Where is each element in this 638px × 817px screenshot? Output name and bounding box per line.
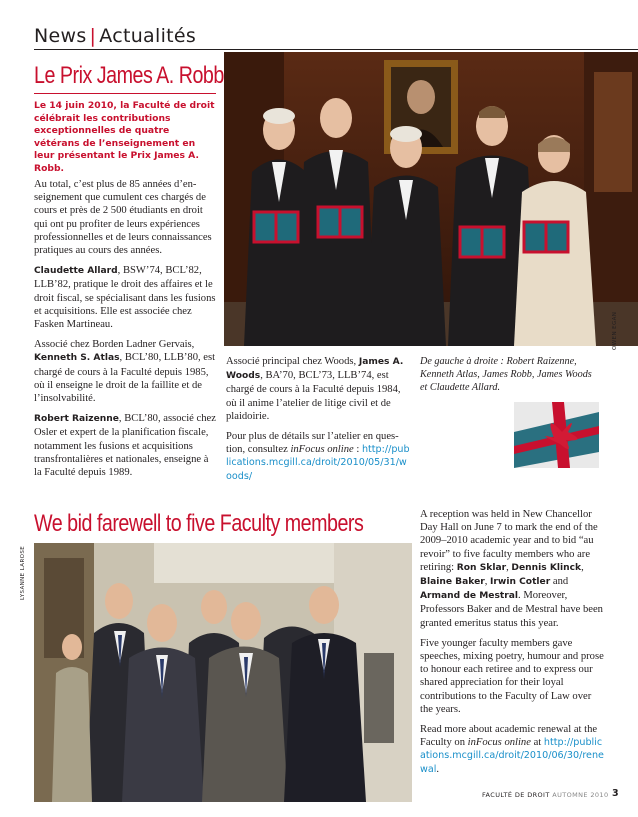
photo-caption: De gauche à droite : Robert Raizenne, Kenneth Atlas, James Robb, James Woods et Claudette Allard. [420,356,592,393]
section-header [34,25,196,47]
english-paragraph-2: Five younger faculty members gave speeches, mixing poetry, humour and prose to honour each retiree and to express our shared appreciation for their loyal contributions to the Faculty of Law over the years. [420,637,604,715]
section-separator: | [89,25,97,47]
award-group-photo [224,52,638,346]
page-footer [482,791,609,799]
farewell-photo-illustration [34,543,412,802]
french-paragraph-2: Claudette Allard, BSW’74, BCL’82, LLB’82, pratique le droit des affaires et le droit fiscal, se spécialisant dans les fusions et acquisitions. Elle est associée chez Fasken Martineau. [34,265,216,331]
award-photo-illustration [224,52,638,346]
name-kenneth-atlas: Kenneth S. Atlas [34,353,120,364]
name-armand-de-mestral: Armand de Mestral [420,591,519,602]
english-column [420,508,604,783]
french-column-1 [34,178,218,486]
page-number: 3 [612,788,619,799]
photo-credit-bottom: LYSANNE LAROSE [20,545,26,600]
header-rule [34,49,638,50]
french-paragraph-1: Au total, c’est plus de 85 années d’enseignement que cumulent ces chargés de cours et près de 2 500 étudiants en droit qui ont pu profiter de leurs expériences professionnelles et de leurs connaissances pratiques au cours des années. [34,179,212,257]
french-column-2 [226,355,412,490]
gift-box-illustration [514,402,599,468]
farewell-group-photo [34,543,412,802]
french-article-title: Le Prix James A. Robb [34,62,224,89]
name-ron-sklar: Ron Sklar [456,562,507,573]
french-paragraph-3: Associé chez Borden Ladner Gervais, Kenneth S. Atlas, BCL’80, LLB’80, est chargé de cours à la Faculté depuis 1985, où il enseigne le droit de la faillite et de l’insolvabilité. [34,339,216,405]
photo-credit-top: OWEN EGAN [612,311,618,350]
english-article-title: We bid farewell to five Faculty members [34,510,364,537]
name-dennis-klinck: Dennis Klinck [511,562,582,573]
french-paragraph-6: Pour plus de détails sur l’atelier en question, consultez inFocus online : http://publications.mcgill.ca/droit/2010/05/31/woods/ [226,431,410,482]
name-claudette-allard: Claudette Allard [34,266,118,277]
name-robert-raizenne: Robert Raizenne [34,414,119,425]
english-paragraph-1: A reception was held in New Chancellor Day Hall on June 7 to mark the end of the 2009–2010 academic year and to bid “au revoir” to five faculty members who are retiring: Ron Sklar, Dennis Klinck, Blaine Baker, Irwin Cotler and Armand de Mestral. Moreover, Professors Baker and de Mestral have been granted emeritus status this year. [420,509,603,629]
french-title-rule [34,93,216,94]
name-irwin-cotler: Irwin Cotler [490,577,551,588]
woods-link[interactable]: http://publications.mcgill.ca/droit/2010/05/31/woods/ [226,444,410,482]
section-label-en: News [34,25,87,47]
french-paragraph-4: Robert Raizenne, BCL’80, associé chez Osler et expert de la planification fiscale, notamment les fusions et acquisitions transfrontalières et nationales, enseigne à la Faculté depuis 1989. [34,413,216,479]
gift-box-photo [514,402,599,468]
french-paragraph-5: Associé principal chez Woods, James A. Woods, BA’70, BCL’73, LLB’74, est chargé de cours à la Faculté depuis 1984, où il anime l’atelier de litige civil et de plaidoirie. [226,356,404,422]
name-james-woods: James A. Woods [226,357,404,382]
footer-publication: FACULTÉ DE DROIT [482,791,550,799]
name-blaine-baker: Blaine Baker [420,577,485,588]
section-label-fr: Actualités [99,25,197,47]
english-paragraph-3: Read more about academic renewal at the Faculty on inFocus online at http://publications.mcgill.ca/droit/2010/06/30/renewal. [420,724,604,775]
french-intro: Le 14 juin 2010, la Faculté de droit célébrait les contributions exceptionnelles de quatre vétérans de l’enseignement en leur présentant le Prix James A. Robb. [34,100,215,174]
renewal-link[interactable]: http://publications.mcgill.ca/droit/2010/06/30/renewal [420,737,604,775]
footer-issue: AUTOMNE 2010 [552,791,609,799]
